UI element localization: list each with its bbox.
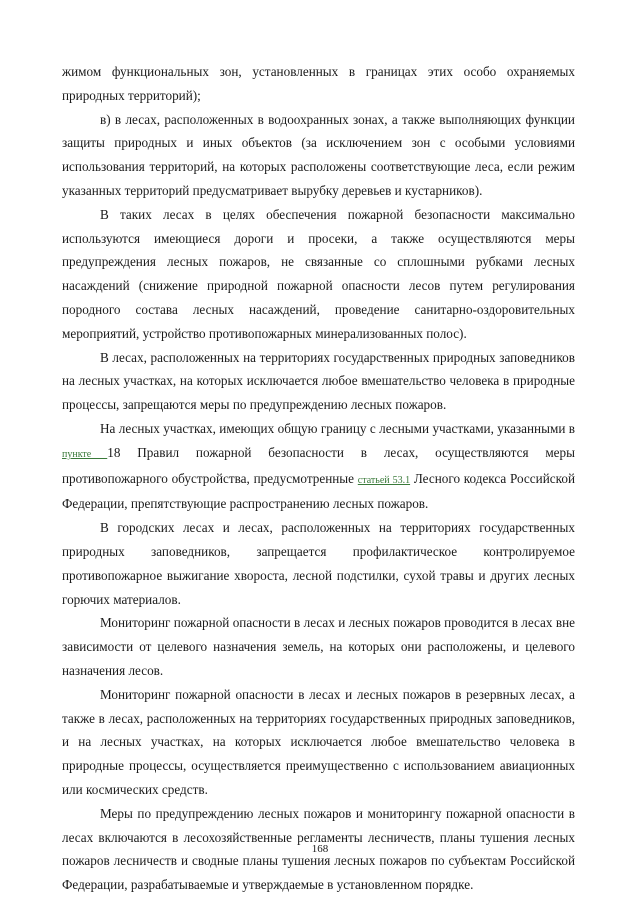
paragraph-reserves-prohibition: В лесах, расположенных на территориях государственных природных заповедников на лесных участках, на которых исключается любое вмешательство человека в природные процессы, запрещаются меры по предупреждению лесных пожаров. [62, 349, 575, 413]
paragraph-monitoring-reserve: Мониторинг пожарной опасности в лесах и лесных пожаров в резервных лесах, а также в лесах, расположенных на территориях государственных природных заповедников, и на лесных участках, на которых исключается любое вмешательство человека в природные процессы, осуществляется преимущественно с использованием авиационных или космических средств. [62, 686, 575, 797]
paragraph-item-v: в) в лесах, расположенных в водоохранных зонах, а также выполняющих функции защиты природных и иных объектов (за исключением зон с особыми условиями использования территорий, на которых расположены соответствующие леса, если режим указанных территорий предусматривает вырубку деревьев и кустарников). [62, 111, 575, 198]
link-statya-53-1[interactable]: статьей 53.1 [357, 474, 411, 486]
paragraph-text: На лесных участках, имеющих общую границу с лесными участками, указанными в [100, 420, 575, 436]
paragraph-text: Лесного кодекса Российской Федерации, препятствующие распространению лесных пожаров. [62, 470, 575, 512]
paragraph-regulations: Меры по предупреждению лесных пожаров и мониторингу пожарной опасности в лесах включаются в лесохозяйственные регламенты лесничеств, планы тушения лесных пожаров лесничеств и сводные планы тушения лесных пожаров по субъектам Российской Федерации, разрабатываемые и утверждаемые в установленном порядке. [62, 805, 575, 893]
page-number: 168 [311, 843, 329, 855]
link-punkt[interactable]: пункте [62, 448, 108, 460]
paragraph-urban-forests: В городских лесах и лесах, расположенных на территориях государственных природных заповедников, запрещается профилактическое контролируемое противопожарное выжигание хвороста, лесной подстилки, сухой травы и других лесных горючих материалов. [62, 520, 575, 607]
paragraph-text: 18 Правил пожарной безопасности в лесах, осуществляются меры противопожарного обустройства, предусмотренные [62, 444, 575, 486]
paragraph-adjacent-plots [62, 417, 575, 516]
body-text [62, 60, 575, 897]
paragraph-monitoring: Мониторинг пожарной опасности в лесах и лесных пожаров проводится в лесах вне зависимости от целевого назначения земель, на которых они расположены, и целевого назначения лесов. [62, 615, 575, 678]
paragraph-fire-safety-measures: В таких лесах в целях обеспечения пожарной безопасности максимально используются имеющиеся дороги и просеки, а также осуществляются меры предупреждения лесных пожаров, не связанные со сплошными рубками лесных насаждений (снижение природной пожарной опасности лесов путем регулирования породного состава лесных насаждений, проведение санитарно-оздоровительных мероприятий, устройство противопожарных минерализованных полос). [62, 206, 575, 341]
paragraph-continuation: жимом функциональных зон, установленных в границах этих особо охраняемых природных территорий); [62, 64, 575, 103]
